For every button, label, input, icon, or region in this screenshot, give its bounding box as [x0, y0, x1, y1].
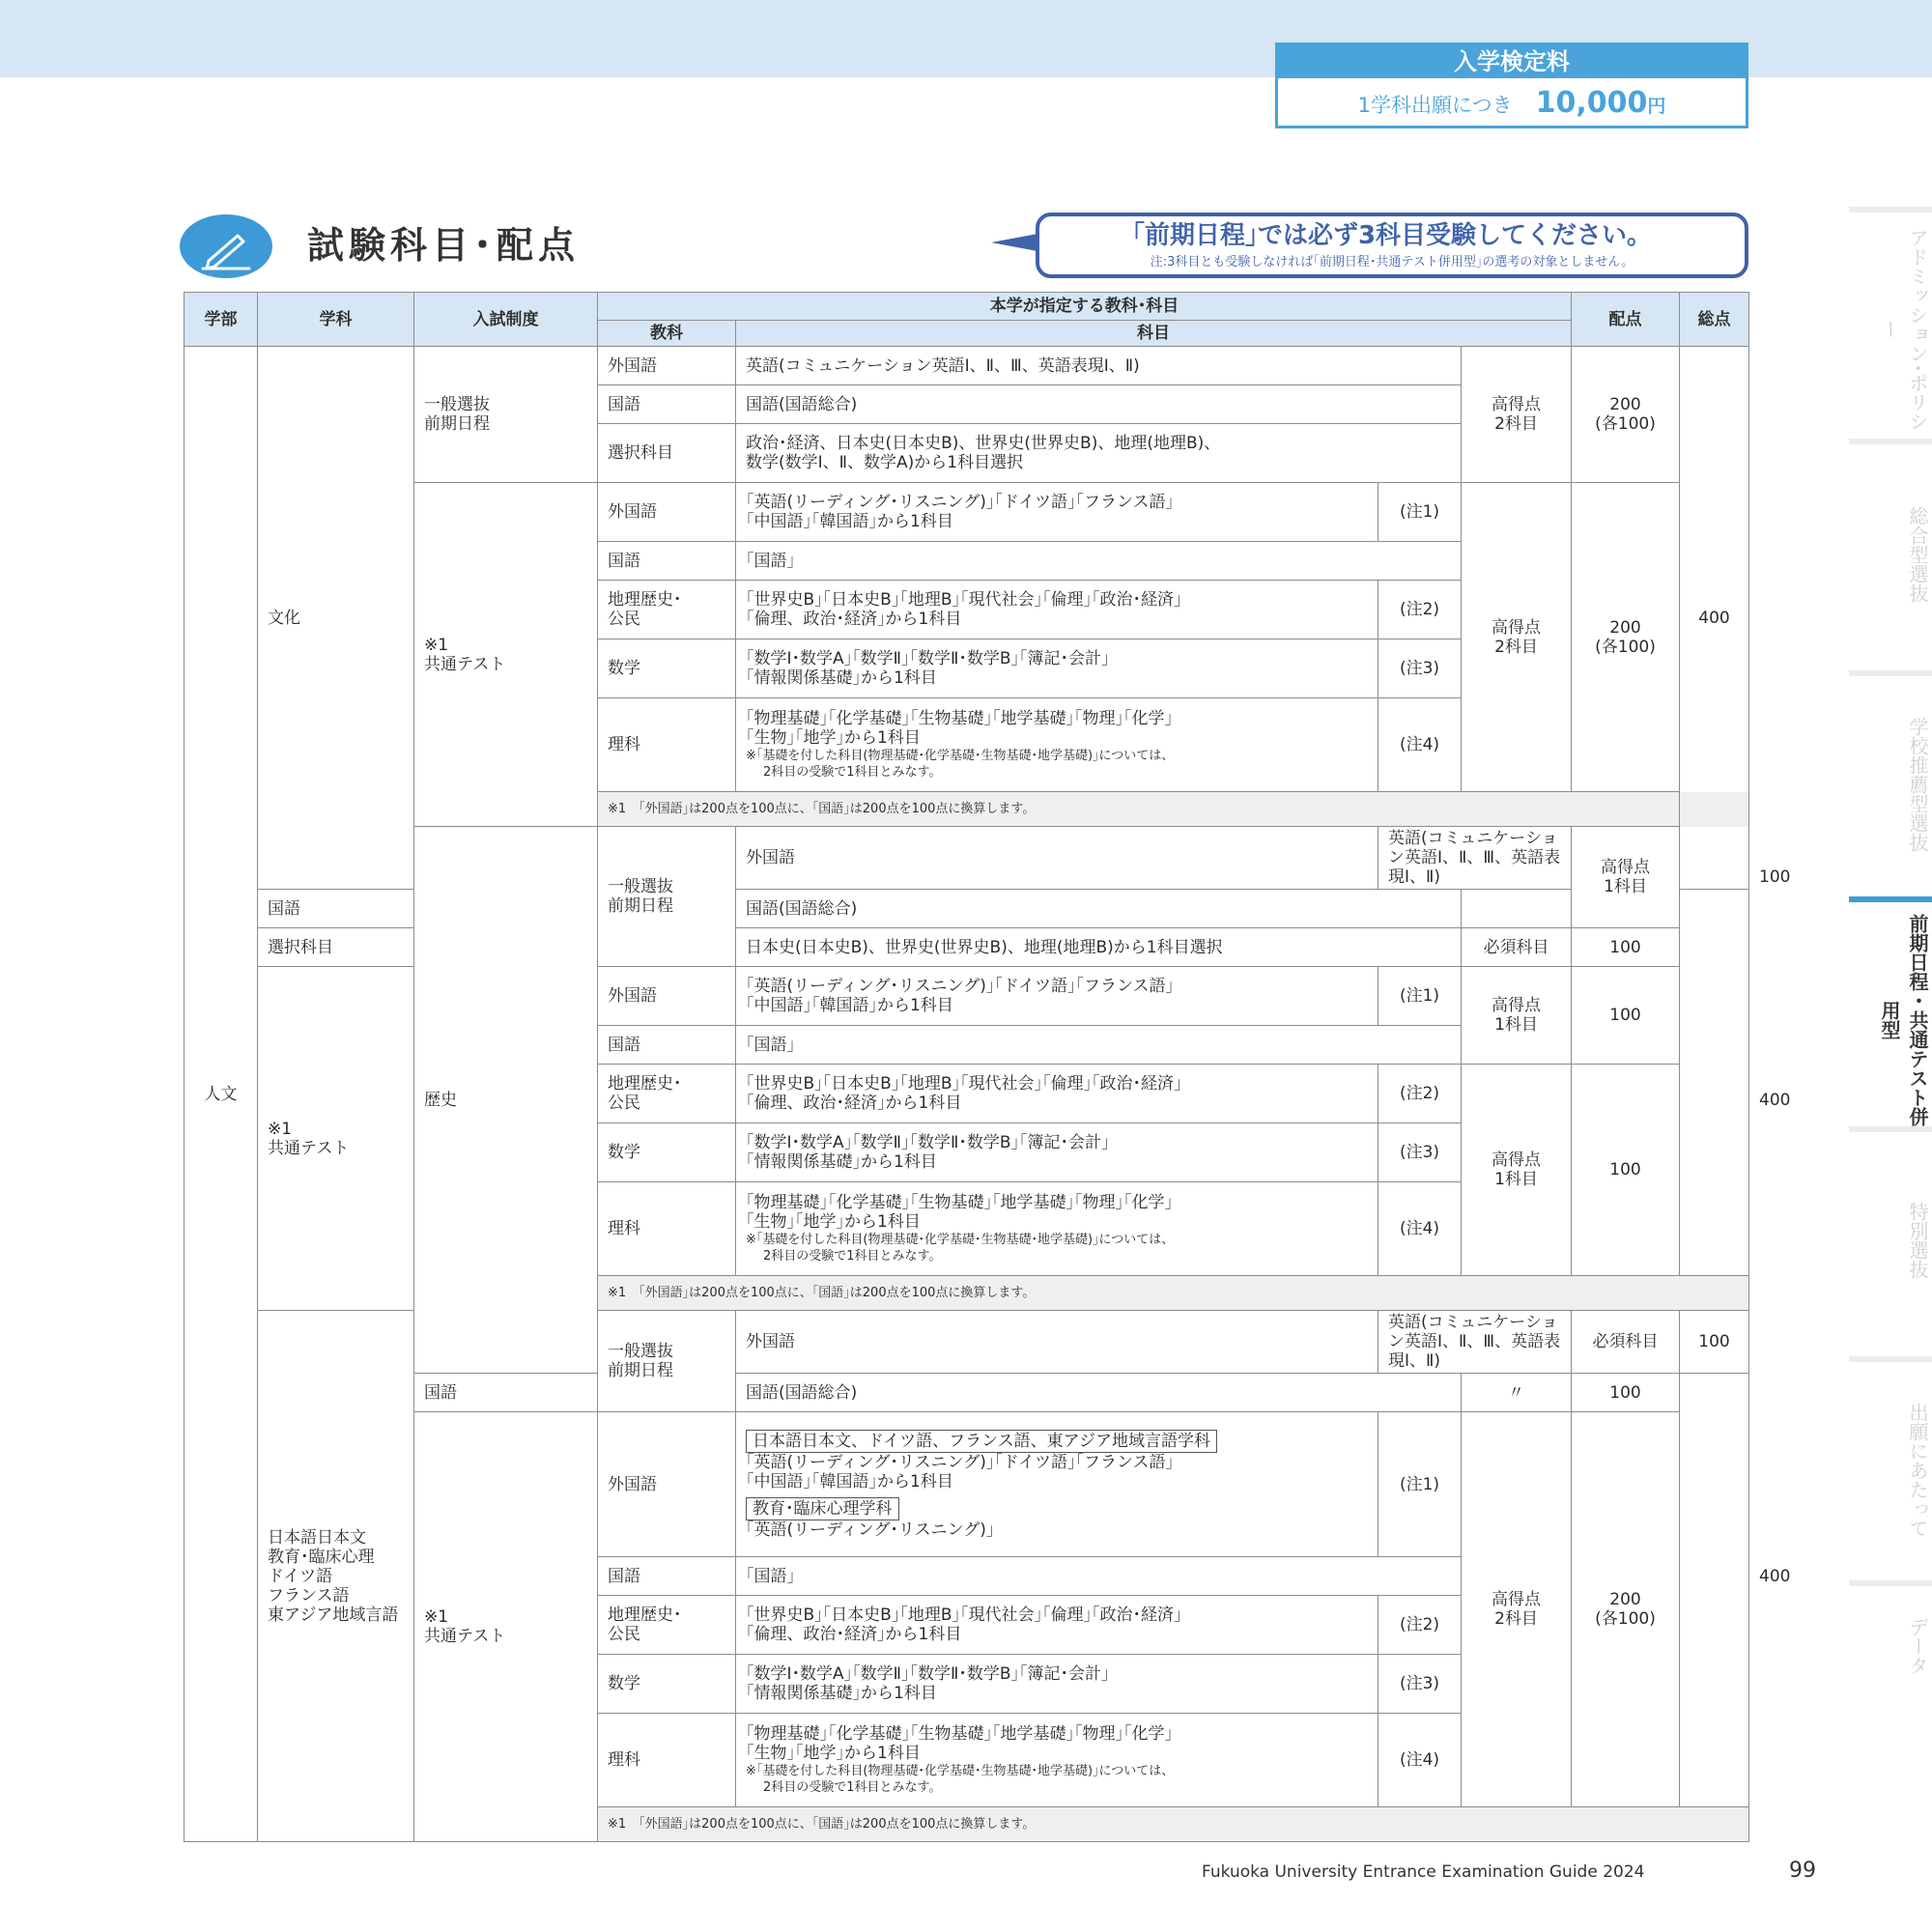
points-text: (各100)	[1595, 414, 1656, 434]
header-total: 総点	[1680, 293, 1749, 347]
subject-line: ｢倫理、政治･経済｣から1科目	[746, 610, 962, 629]
dept-line: フランス語	[268, 1585, 350, 1605]
subject-line: ｢英語(リーディング･リスニング)｣	[746, 1520, 995, 1540]
notice-callout	[1036, 213, 1748, 278]
department-others	[258, 1311, 414, 1842]
system-general	[598, 1311, 736, 1412]
system-general	[414, 347, 598, 483]
note-ref: (注4)	[1378, 1182, 1462, 1276]
side-tab-special-selection[interactable]: 特別選抜	[1906, 1202, 1929, 1279]
fee-amount: 10,000	[1535, 86, 1648, 120]
subject-text	[736, 967, 1378, 1026]
header-faculty: 学部	[185, 293, 258, 347]
area-line: 公民	[608, 1094, 640, 1113]
system-general	[598, 827, 736, 967]
subject-line: ｢情報関係基礎｣から1科目	[746, 668, 937, 688]
subject-area: 国語	[598, 1557, 736, 1596]
rule-text: 高得点	[1492, 996, 1541, 1015]
subject-line: ｢物理基礎｣｢化学基礎｣｢生物基礎｣｢地学基礎｣｢物理｣｢化学｣	[746, 1724, 1173, 1744]
header-department: 学科	[258, 293, 414, 347]
ditto-mark: 〃	[1462, 1374, 1572, 1412]
system-label: ※1	[268, 1119, 293, 1139]
subject-text: ｢国語｣	[736, 1026, 1462, 1065]
selection-rule	[1462, 967, 1572, 1065]
footnote-text: ※1 ｢外国語｣は200点を100点に、｢国語｣は200点を100点に換算します。	[598, 1276, 1749, 1311]
points-cell: 100	[1572, 928, 1680, 967]
rule-text: 2科目	[1494, 414, 1538, 434]
footer-guide-title: Fukuoka University Entrance Examination Guide 2024	[1202, 1862, 1645, 1882]
system-label: 一般選抜	[608, 877, 673, 896]
header-subject: 科目	[736, 321, 1572, 347]
subject-area: 国語	[414, 1374, 598, 1412]
note-ref: (注2)	[1378, 1065, 1462, 1123]
subject-line: ｢情報関係基礎｣から1科目	[746, 1684, 937, 1703]
points-cell: 100	[1572, 1374, 1680, 1412]
rule-text: 高得点	[1492, 395, 1541, 414]
subject-area: 理科	[598, 698, 736, 792]
subject-text	[736, 1596, 1378, 1655]
section-title: 試験科目･配点	[307, 224, 581, 267]
rule-text: 高得点	[1492, 617, 1541, 638]
points-text: 200	[1609, 1590, 1641, 1609]
subject-line: ｢物理基礎｣｢化学基礎｣｢生物基礎｣｢地学基礎｣｢物理｣｢化学｣	[746, 709, 1173, 728]
subject-note: 2科目の受験で1科目とみなす。	[763, 1780, 942, 1795]
subject-area: 選択科目	[258, 928, 414, 967]
rule-text: 高得点	[1492, 1590, 1541, 1609]
fee-unit: 円	[1647, 96, 1666, 117]
subject-area: 数学	[598, 1655, 736, 1714]
dept-line: ドイツ語	[268, 1566, 333, 1586]
entrance-fee-box	[1275, 43, 1748, 128]
subject-note: ※｢基礎を付した科目(物理基礎･化学基礎･生物基礎･地学基礎)｣については、	[746, 749, 1175, 763]
subject-text	[736, 1182, 1378, 1276]
system-label: ※1	[424, 1607, 449, 1627]
subject-area: 選択科目	[598, 424, 736, 483]
system-kyotsu	[258, 967, 414, 1311]
footnote-text: ※1 ｢外国語｣は200点を100点に、｢国語｣は200点を100点に換算します。	[598, 792, 1749, 827]
system-label: 一般選抜	[424, 395, 490, 414]
points-text: 200	[1609, 617, 1641, 638]
selection-rule	[1462, 347, 1572, 483]
subject-note: ※｢基礎を付した科目(物理基礎･化学基礎･生物基礎･地学基礎)｣については、	[746, 1764, 1175, 1778]
subject-area: 国語	[598, 542, 736, 581]
subject-line: ｢数学Ⅰ･数学A｣｢数学Ⅱ｣｢数学Ⅱ･数学B｣｢簿記･会計｣	[746, 1133, 1110, 1152]
table-row	[185, 483, 1749, 542]
subject-line: ｢倫理、政治･経済｣から1科目	[746, 1094, 962, 1113]
subject-note: 2科目の受験で1科目とみなす。	[763, 765, 942, 780]
callout-pointer	[991, 234, 1037, 251]
selection-rule	[1462, 1065, 1572, 1276]
subject-text	[736, 698, 1378, 792]
subject-text	[736, 1714, 1378, 1807]
area-line: 地理歴史･	[608, 1074, 682, 1094]
subject-text	[736, 424, 1462, 483]
table-row: 歴史 一般選抜 前期日程 外国語 英語(コミュニケーション英語Ⅰ、Ⅱ、Ⅲ、英語表現Ⅰ、Ⅱ) 高得点 1科目 100 400	[185, 827, 1749, 890]
subject-text: 日本史(日本史B)、世界史(世界史B)、地理(地理B)から1科目選択	[736, 928, 1462, 967]
area-line: 公民	[608, 1625, 640, 1644]
subject-text: 国語(国語総合)	[736, 385, 1462, 424]
subject-line: ｢中国語｣｢韓国語｣から1科目	[746, 512, 953, 531]
rule-text: 2科目	[1494, 1609, 1538, 1629]
side-tab-rule	[1849, 207, 1932, 213]
subject-area	[598, 581, 736, 639]
system-kyotsu	[414, 1412, 598, 1842]
rule-text: 1科目	[1494, 1015, 1538, 1035]
subject-note: 2科目の受験で1科目とみなす。	[763, 1249, 942, 1264]
subject-area: 理科	[598, 1182, 736, 1276]
subject-text	[736, 483, 1378, 542]
subject-line: ｢英語(リーディング･リスニング)｣｢ドイツ語｣｢フランス語｣	[746, 1452, 1175, 1472]
subject-line: ｢生物｣｢地学｣から1科目	[746, 1744, 921, 1763]
subject-area: 外国語	[598, 967, 736, 1026]
dept-group-label: 教育･臨床心理学科	[746, 1497, 899, 1520]
dept-line: 東アジア地域言語	[268, 1605, 399, 1625]
subject-area: 外国語	[736, 827, 1378, 890]
points-cell: 100	[1680, 1311, 1749, 1374]
subject-text: 英語(コミュニケーション英語Ⅰ、Ⅱ、Ⅲ、英語表現Ⅰ、Ⅱ)	[736, 347, 1462, 385]
table-row: 日本語日本文 教育･臨床心理 ドイツ語 フランス語 東アジア地域言語 一般選抜 前期日程 外国語 英語(コミュニケーション英語Ⅰ、Ⅱ、Ⅲ、英語表現Ⅰ、Ⅱ) 必須科目 100 400	[185, 1311, 1749, 1374]
total-bunka: 400	[1680, 347, 1749, 890]
note-ref: (注4)	[1378, 698, 1462, 792]
subject-line: 数学(数学Ⅰ、Ⅱ、数学A)から1科目選択	[746, 453, 1024, 472]
subject-text	[736, 639, 1378, 698]
selection-rule: 必須科目	[1462, 928, 1572, 967]
subject-text: 国語(国語総合)	[736, 1374, 1462, 1412]
note-ref: (注4)	[1378, 1714, 1462, 1807]
page-number: 99	[1789, 1859, 1816, 1883]
subject-text: 英語(コミュニケーション英語Ⅰ、Ⅱ、Ⅲ、英語表現Ⅰ、Ⅱ)	[1378, 1311, 1572, 1374]
subject-line: 政治･経済、日本史(日本史B)、世界史(世界史B)、地理(地理B)、	[746, 434, 1221, 453]
subject-line: ｢世界史B｣｢日本史B｣｢地理B｣｢現代社会｣｢倫理｣｢政治･経済｣	[746, 1605, 1182, 1625]
area-line: 地理歴史･	[608, 1605, 682, 1625]
side-tab-application[interactable]: 出願にあたって	[1906, 1403, 1929, 1538]
subject-text: ｢国語｣	[736, 542, 1462, 581]
system-label: 一般選抜	[608, 1342, 673, 1361]
side-tab-rule-active	[1849, 896, 1932, 902]
pencil-icon	[180, 214, 272, 278]
dept-line: 教育･臨床心理	[268, 1547, 375, 1567]
fee-title: 入学検定料	[1278, 45, 1746, 78]
area-line: 公民	[608, 610, 640, 629]
note-ref: (注1)	[1378, 1412, 1462, 1557]
system-label: 共通テスト	[268, 1138, 350, 1158]
points-cell: 100	[1572, 1065, 1680, 1276]
rule-text: 2科目	[1494, 637, 1538, 657]
selection-rule: 必須科目	[1572, 1311, 1680, 1374]
footnote-text: ※1 ｢外国語｣は200点を100点に、｢国語｣は200点を100点に換算します。	[598, 1807, 1749, 1842]
subject-area: 数学	[598, 1123, 736, 1182]
side-tab-rule	[1849, 1580, 1932, 1586]
system-label: 前期日程	[608, 896, 673, 916]
table-header-row	[185, 293, 1749, 321]
points-text: 200	[1609, 395, 1641, 414]
subject-line: ｢情報関係基礎｣から1科目	[746, 1152, 937, 1172]
system-label: 共通テスト	[424, 1627, 506, 1646]
points-text: (各100)	[1595, 637, 1656, 657]
note-ref: (注2)	[1378, 1596, 1462, 1655]
subject-line: ｢生物｣｢地学｣から1科目	[746, 728, 921, 748]
fee-label: 1学科出願につき	[1357, 94, 1513, 117]
rule-text: 高得点	[1492, 1151, 1541, 1170]
subject-text	[736, 581, 1378, 639]
subject-area: 外国語	[598, 1412, 736, 1557]
points-cell	[1572, 1412, 1680, 1807]
note-ref: (注3)	[1378, 639, 1462, 698]
rule-text: 高得点	[1601, 858, 1650, 877]
note-ref: (注1)	[1378, 967, 1462, 1026]
subject-text	[736, 1065, 1378, 1123]
system-label: ※1	[424, 635, 449, 655]
subject-area: 外国語	[736, 1311, 1378, 1374]
fee-body	[1278, 78, 1746, 128]
subject-area: 国語	[598, 1026, 736, 1065]
selection-rule	[1462, 483, 1572, 792]
subject-area: 外国語	[598, 483, 736, 542]
header-points: 配点	[1572, 293, 1680, 347]
points-cell: 100	[1572, 967, 1680, 1065]
note-ref: (注3)	[1378, 1123, 1462, 1182]
header-subject-area: 教科	[598, 321, 736, 347]
subject-line: ｢英語(リーディング･リスニング)｣｢ドイツ語｣｢フランス語｣	[746, 493, 1175, 512]
exam-subjects-table	[184, 292, 1791, 1842]
points-cell	[1572, 347, 1680, 483]
table-row	[185, 1412, 1749, 1557]
system-label: 前期日程	[424, 414, 490, 434]
subject-area	[598, 1596, 736, 1655]
header-designated: 本学が指定する教科･科目	[598, 293, 1572, 321]
subject-line: ｢中国語｣｢韓国語｣から1科目	[746, 1471, 953, 1492]
department-bunka: 文化	[258, 347, 414, 890]
side-tab-early-common-test[interactable]: 前期日程・共通テスト併用型	[1878, 914, 1929, 1126]
table-row	[185, 1374, 1749, 1412]
department-rekishi: 歴史	[414, 827, 598, 1374]
points-cell	[1572, 483, 1680, 792]
header-system: 入試制度	[414, 293, 598, 347]
subject-area	[598, 1065, 736, 1123]
side-tab-school-recommendation[interactable]: 学校推薦型選抜	[1906, 717, 1929, 852]
rule-text: 1科目	[1604, 877, 1647, 896]
side-tab-rule	[1849, 439, 1932, 444]
note-ref: (注2)	[1378, 581, 1462, 639]
table-row	[185, 347, 1749, 385]
side-tab-admission-policy[interactable]: アドミッション･ポリシー	[1878, 228, 1929, 431]
side-tab-comprehensive[interactable]: 総合型選抜	[1906, 506, 1929, 603]
side-tab-rule	[1849, 1356, 1932, 1362]
subject-line: ｢中国語｣｢韓国語｣から1科目	[746, 996, 953, 1015]
note-ref: (注3)	[1378, 1655, 1462, 1714]
subject-area: 国語	[598, 385, 736, 424]
subject-text	[736, 1123, 1378, 1182]
subject-line: ｢物理基礎｣｢化学基礎｣｢生物基礎｣｢地学基礎｣｢物理｣｢化学｣	[746, 1193, 1173, 1212]
subject-line: ｢数学Ⅰ･数学A｣｢数学Ⅱ｣｢数学Ⅱ･数学B｣｢簿記･会計｣	[746, 649, 1110, 668]
subject-area: 数学	[598, 639, 736, 698]
subject-line: ｢生物｣｢地学｣から1科目	[746, 1212, 921, 1232]
selection-rule	[1462, 1412, 1572, 1807]
subject-area: 外国語	[598, 347, 736, 385]
rule-text: 1科目	[1494, 1170, 1538, 1189]
system-label: 前期日程	[608, 1361, 673, 1380]
note-ref: (注1)	[1378, 483, 1462, 542]
subject-text: 国語(国語総合)	[736, 890, 1462, 928]
subject-line: ｢倫理、政治･経済｣から1科目	[746, 1625, 962, 1644]
subject-line: ｢世界史B｣｢日本史B｣｢地理B｣｢現代社会｣｢倫理｣｢政治･経済｣	[746, 1074, 1182, 1094]
points-text: (各100)	[1595, 1609, 1656, 1629]
callout-note: 注:3科目とも受験しなければ｢前期日程･共通テスト併用型｣の選考の対象としません。	[1150, 255, 1634, 270]
selection-rule	[1572, 827, 1680, 928]
side-tab-data[interactable]: データ	[1906, 1617, 1929, 1675]
callout-main: ｢前期日程｣では必ず3科目受験してください。	[1131, 221, 1653, 250]
area-line: 地理歴史･	[608, 590, 682, 610]
subject-text	[736, 1412, 1378, 1557]
system-kyotsu	[414, 483, 598, 827]
subject-line: ｢英語(リーディング･リスニング)｣｢ドイツ語｣｢フランス語｣	[746, 977, 1175, 996]
subject-text	[736, 1655, 1378, 1714]
subject-text: ｢国語｣	[736, 1557, 1462, 1596]
system-label: 共通テスト	[424, 654, 506, 674]
subject-area: 理科	[598, 1714, 736, 1807]
side-tab-rule	[1849, 1126, 1932, 1132]
faculty-cell: 人文	[185, 347, 258, 1842]
subject-note: ※｢基礎を付した科目(物理基礎･化学基礎･生物基礎･地学基礎)｣については、	[746, 1233, 1175, 1247]
subject-area: 国語	[258, 890, 414, 928]
dept-line: 日本語日本文	[268, 1527, 366, 1548]
side-tab-rule	[1849, 670, 1932, 676]
dept-group-label: 日本語日本文、ドイツ語、フランス語、東アジア地域言語学科	[746, 1430, 1217, 1453]
subject-text: 英語(コミュニケーション英語Ⅰ、Ⅱ、Ⅲ、英語表現Ⅰ、Ⅱ)	[1378, 827, 1572, 890]
subject-line: ｢世界史B｣｢日本史B｣｢地理B｣｢現代社会｣｢倫理｣｢政治･経済｣	[746, 590, 1182, 610]
subject-line: ｢数学Ⅰ･数学A｣｢数学Ⅱ｣｢数学Ⅱ･数学B｣｢簿記･会計｣	[746, 1664, 1110, 1684]
